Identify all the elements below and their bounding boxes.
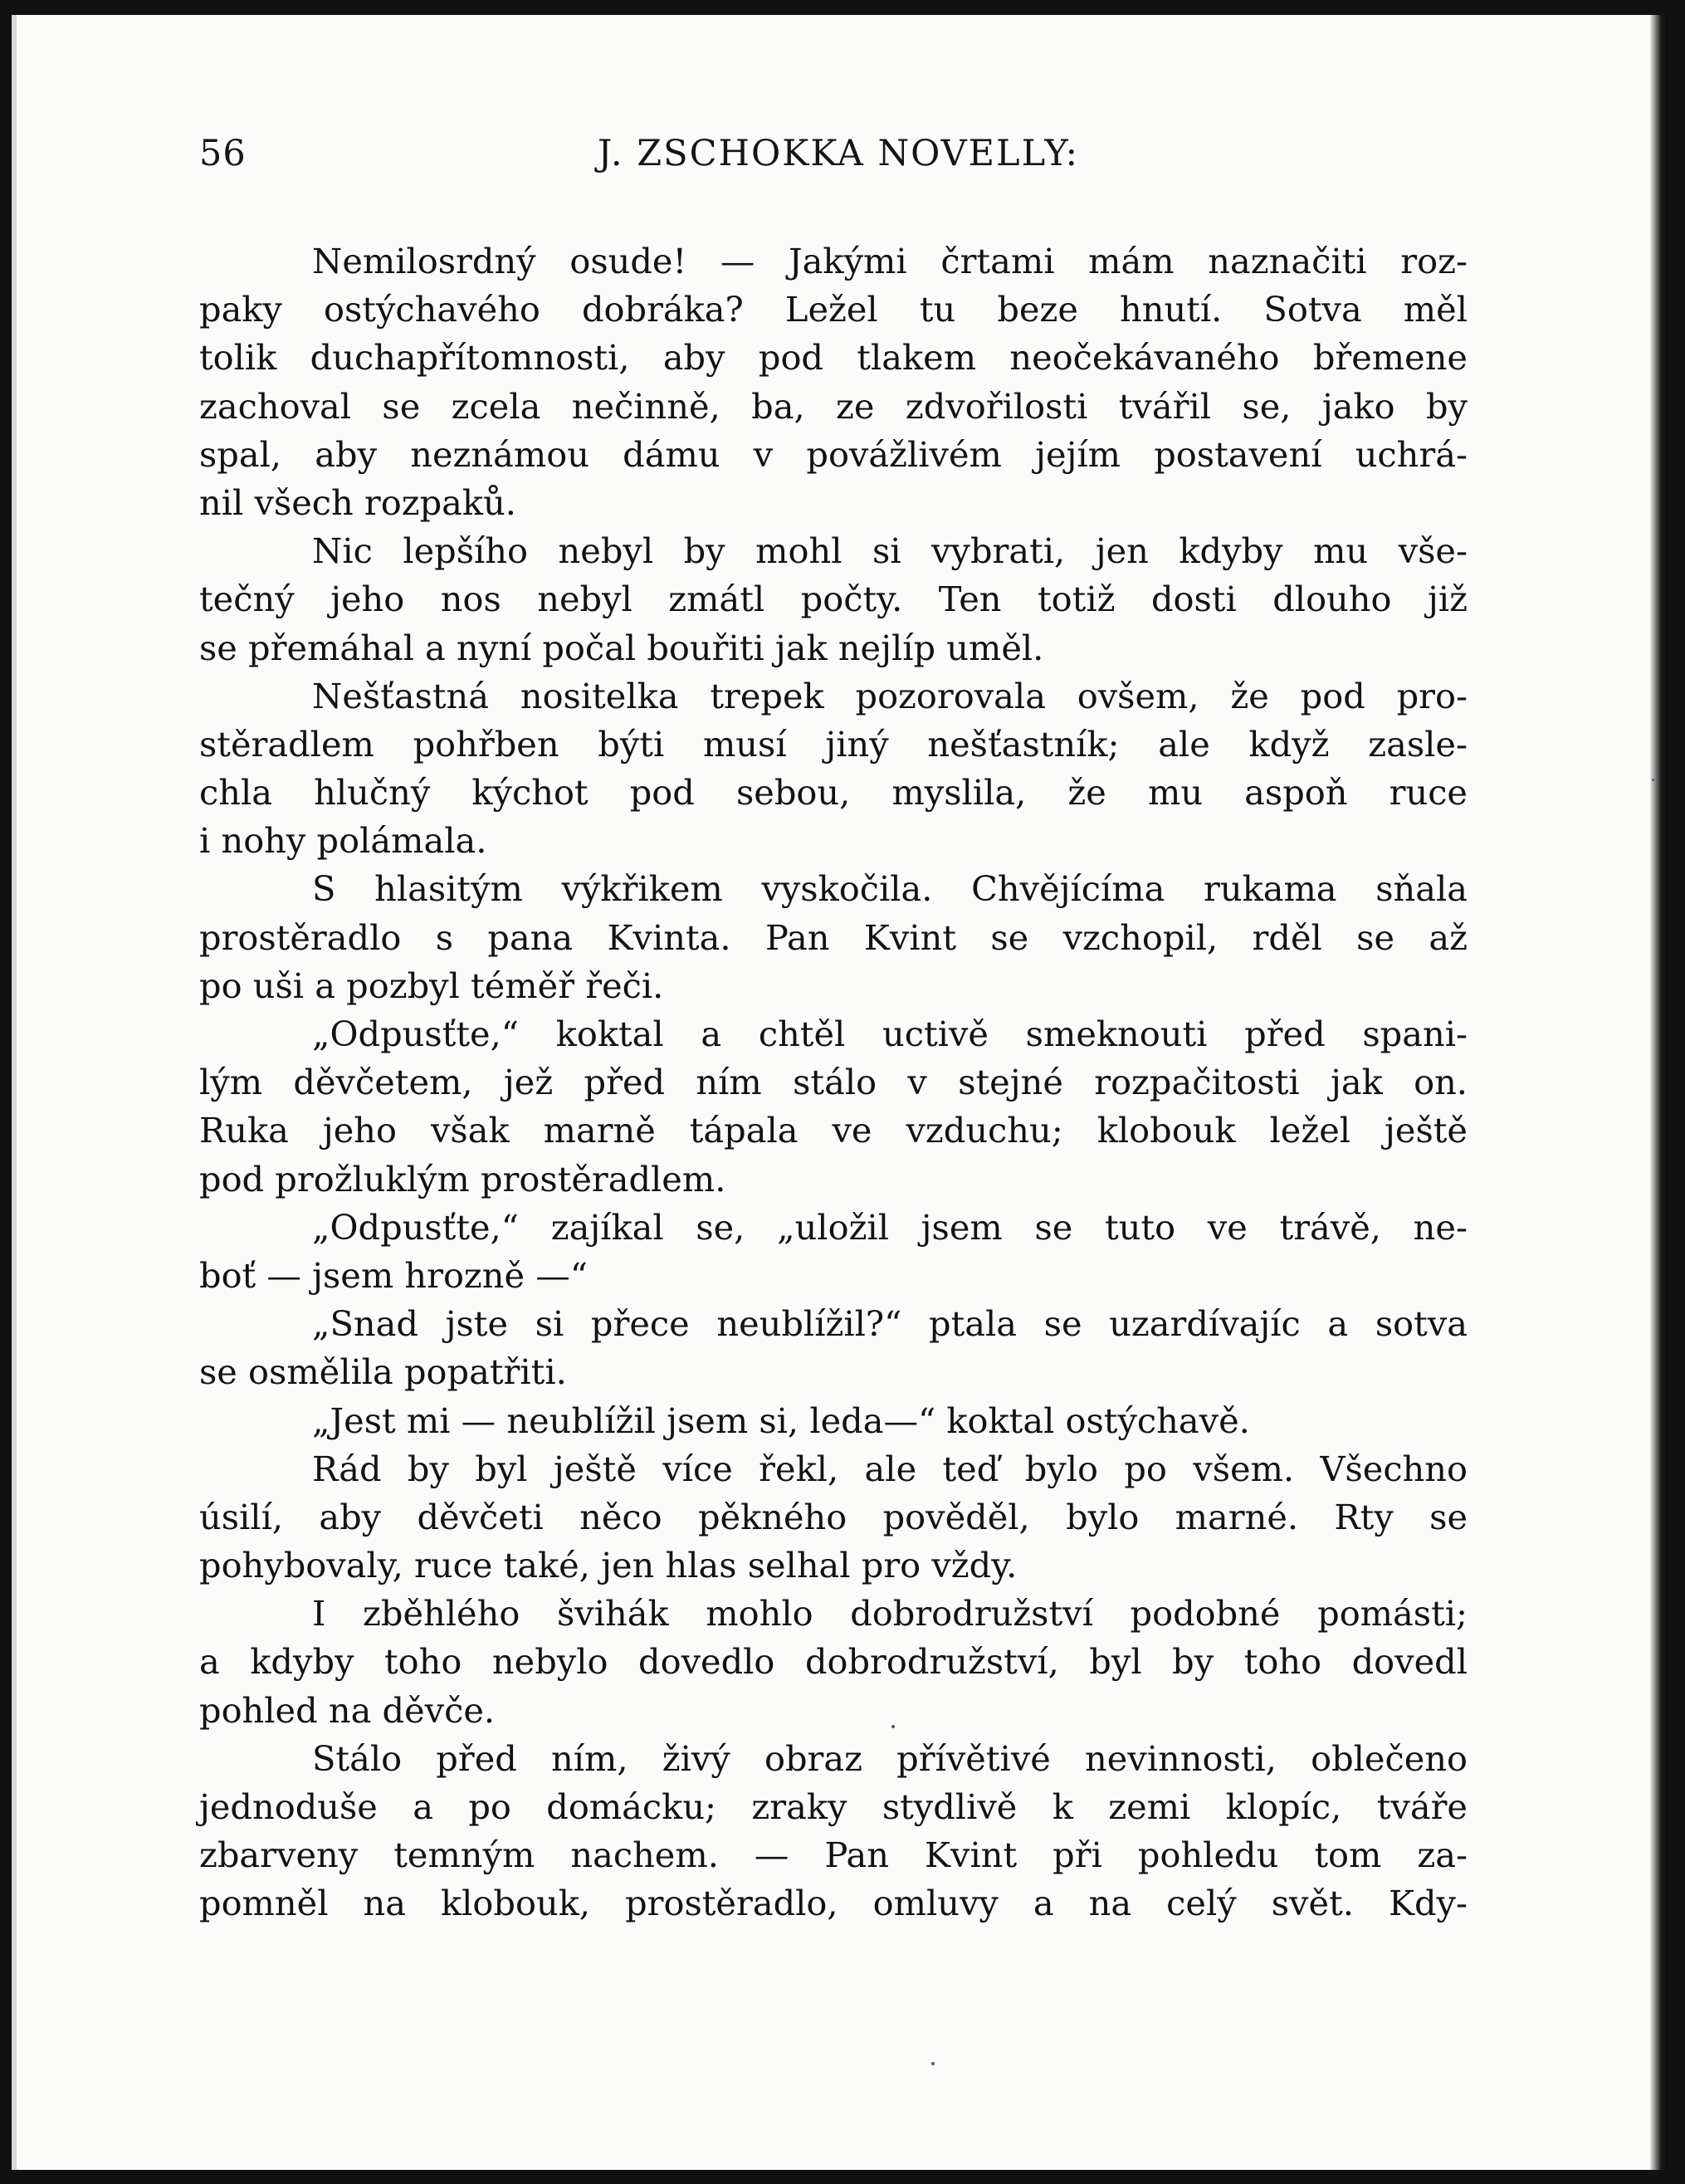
text-line: prostěradlo s pana Kvinta. Pan Kvint se vzchopil, rděl se až	[199, 916, 1468, 958]
text-line: Rád by byl ještě více řekl, ale teď bylo po všem. Všechno	[312, 1448, 1468, 1489]
page-number: 56	[199, 133, 247, 174]
text-line: stěradlem pohřben býti musí jiný nešťastník; ale když zasle-	[199, 723, 1468, 765]
text-line: se osmělila popatřiti.	[199, 1351, 567, 1393]
text-line: Nešťastná nositelka trepek pozorovala ovšem, že pod pro-	[312, 675, 1468, 716]
text-line: Ruka jeho však marně tápala ve vzduchu; klobouk ležel ještě	[199, 1110, 1468, 1151]
text-line: Nic lepšího nebyl by mohl si vybrati, jen kdyby mu vše-	[312, 530, 1468, 572]
book-page	[12, 15, 1668, 2170]
text-line: nil všech rozpaků.	[199, 481, 516, 523]
text-line: pohybovaly, ruce také, jen hlas selhal pro vždy.	[199, 1545, 1018, 1586]
text-line: paky ostýchavého dobráka? Ležel tu beze hnutí. Sotva měl	[199, 289, 1468, 330]
text-line: pomněl na klobouk, prostěradlo, omluvy a na celý svět. Kdy-	[199, 1883, 1468, 1924]
text-line: i nohy polámala.	[199, 820, 487, 862]
text-line: S hlasitým výkřikem vyskočila. Chvějícíma rukama sňala	[312, 868, 1468, 910]
text-line: „Snad jste si přece neublížil?“ ptala se uzardívajíc a sotva	[312, 1303, 1468, 1345]
text-line: se přemáhal a nyní počal bouřiti jak nejlíp uměl.	[199, 627, 1044, 668]
text-line: pohled na děvče.	[199, 1689, 496, 1731]
text-line: boť — jsem hrozně —“	[199, 1254, 588, 1296]
page-left-edge	[12, 15, 17, 2170]
text-line: Stálo před ním, živý obraz přívětivé nevinnosti, oblečeno	[312, 1737, 1468, 1779]
running-head	[199, 133, 1444, 183]
text-line: zbarveny temným nachem. — Pan Kvint při pohledu tom za-	[199, 1835, 1468, 1876]
running-header-title: J. ZSCHOKKA NOVELLY:	[598, 133, 1079, 174]
text-line: a kdyby toho nebylo dovedlo dobrodružství, byl by toho dovedl	[199, 1641, 1468, 1683]
text-line: tolik duchapřítomnosti, aby pod tlakem neočekávaného břemene	[199, 337, 1468, 379]
body-text	[199, 237, 1468, 1928]
text-line: „Jest mi — neublížil jsem si, leda—“ koktal ostýchavě.	[312, 1400, 1250, 1441]
print-speck	[931, 2062, 935, 2065]
text-line: chla hlučný kýchot pod sebou, myslila, že mu aspoň ruce	[199, 772, 1468, 814]
text-line: spal, aby neznámou dámu v povážlivém jejím postavení uchrá-	[199, 433, 1468, 475]
text-line: Nemilosrdný osude! — Jakými črtami mám naznačiti roz-	[312, 241, 1468, 281]
text-line: tečný jeho nos nebyl zmátl počty. Ten totiž dosti dlouho již	[199, 579, 1468, 620]
text-line: „Odpusťte,“ koktal a chtěl uctivě smeknouti před spani-	[312, 1014, 1468, 1054]
page-right-edge-shadow	[1650, 15, 1668, 2170]
text-line: I zběhlého švihák mohlo dobrodružství podobné pomásti;	[312, 1593, 1468, 1634]
text-line: po uši a pozbyl téměř řeči.	[199, 965, 664, 1006]
text-line: jednoduše a po domácku; zraky stydlivě k zemi klopíc, tváře	[199, 1786, 1468, 1827]
print-speck	[1652, 779, 1654, 781]
text-line: úsilí, aby děvčeti něco pěkného pověděl, bylo marné. Rty se	[199, 1496, 1468, 1537]
text-line: zachoval se zcela nečinně, ba, ze zdvořilosti tvářil se, jako by	[199, 385, 1468, 427]
text-line: lým děvčetem, jež před ním stálo v stejné rozpačitosti jak on.	[199, 1062, 1468, 1103]
text-line: „Odpusťte,“ zajíkal se, „uložil jsem se tuto ve trávě, ne-	[312, 1206, 1468, 1248]
text-line: pod prožluklým prostěradlem.	[199, 1158, 726, 1199]
print-speck	[891, 1725, 895, 1728]
